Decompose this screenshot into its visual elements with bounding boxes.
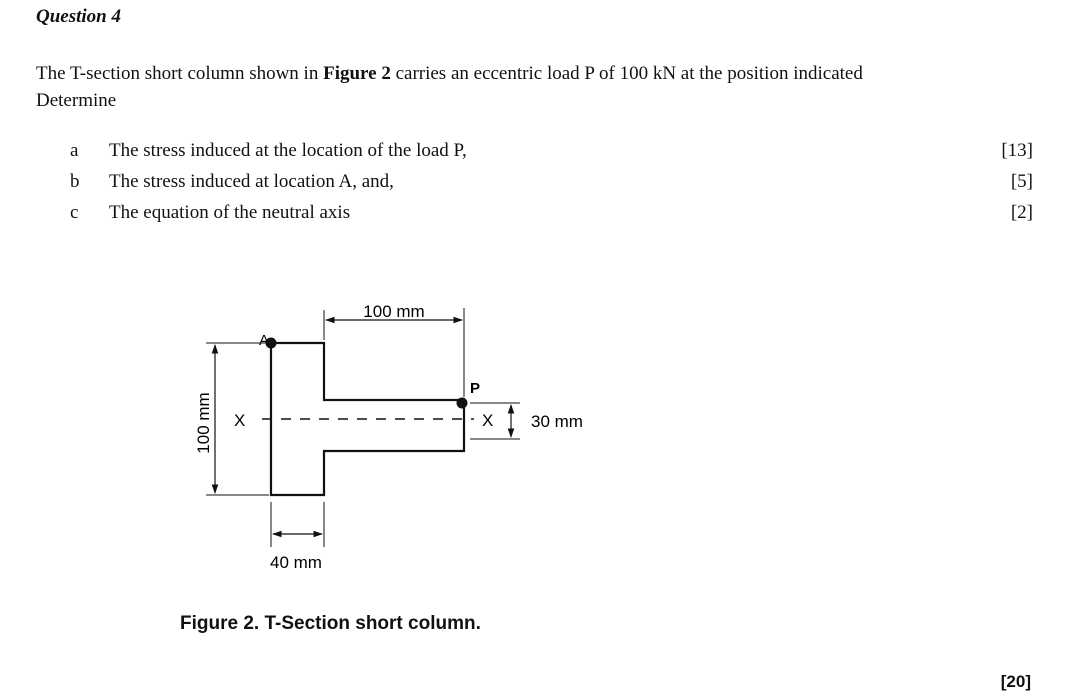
item-letter: c <box>70 202 79 223</box>
x-axis-label-left: X <box>234 411 246 430</box>
item-marks: [13] <box>1001 140 1033 161</box>
item-marks: [2] <box>1010 202 1033 223</box>
item-text: The stress induced at the location of the load P, <box>109 140 467 161</box>
item-marks: [5] <box>1010 171 1033 192</box>
dim-bottom-label: 40 mm <box>270 553 322 572</box>
intro-text-end: carries an eccentric load P of 100 kN at the position indicated <box>390 63 863 84</box>
intro-determine: Determine <box>36 90 117 111</box>
figure-reference: Figure 2 <box>323 63 391 84</box>
dim-right-label: 30 mm <box>531 412 583 431</box>
point-a-label: A <box>259 332 270 349</box>
x-axis-label-right: X <box>482 411 494 430</box>
point-p-marker <box>457 398 468 409</box>
figure-caption: Figure 2. T-Section short column. <box>180 613 481 634</box>
question-title: Question 4 <box>36 6 121 27</box>
total-marks: [20] <box>1000 672 1031 691</box>
dim-top-label: 100 mm <box>363 302 425 321</box>
intro-text-start: The T-section short column shown in <box>36 63 324 84</box>
item-text: The stress induced at location A, and, <box>109 171 394 192</box>
point-p-label: P <box>470 380 481 397</box>
dim-left-label: 100 mm <box>194 392 213 454</box>
item-text: The equation of the neutral axis <box>109 202 351 223</box>
item-letter: b <box>70 171 80 192</box>
item-letter: a <box>70 140 79 161</box>
